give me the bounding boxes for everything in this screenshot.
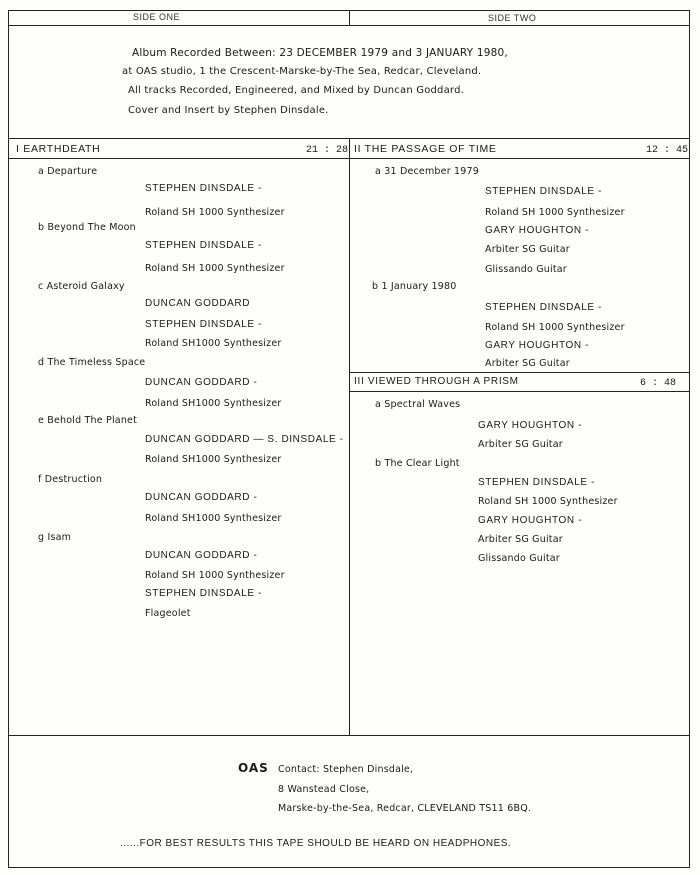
performer: GARY HOUGHTON - [485,225,590,236]
instrument: Flageolet [145,608,191,619]
track3-top-border [349,372,690,373]
part-label: a 31 December 1979 [375,166,480,177]
credits-line: Cover and Insert by Stephen Dinsdale. [128,105,329,116]
performer: STEPHEN DINSDALE - [485,302,602,313]
track-time: 21 : 28 [306,145,349,156]
instrument: Roland SH 1000 Synthesizer [485,207,625,218]
track-time: 12 : 45 [646,145,689,156]
instrument: Roland SH 1000 Synthesizer [145,570,285,581]
performer: GARY HOUGHTON - [485,340,590,351]
instrument: Roland SH 1000 Synthesizer [478,496,618,507]
performer: DUNCAN GODDARD - [145,377,258,388]
contact-line: 8 Wanstead Close, [278,784,370,795]
instrument: Arbiter SG Guitar [478,534,563,545]
part-label: a Spectral Waves [375,399,461,410]
headphones-note: ......FOR BEST RESULTS THIS TAPE SHOULD BE HEARD ON HEADPHONES. [120,838,512,849]
performer: DUNCAN GODDARD — S. DINSDALE - [145,434,344,445]
part-label: b Beyond The Moon [38,222,136,233]
instrument: Roland SH1000 Synthesizer [145,513,282,524]
part-label: g Isam [38,532,72,543]
track-title: III VIEWED THROUGH A PRISM [354,376,519,387]
instrument: Roland SH1000 Synthesizer [145,338,282,349]
instrument: Glissando Guitar [485,264,567,275]
part-label: b The Clear Light [375,458,460,469]
instrument: Roland SH1000 Synthesizer [145,454,282,465]
performer: STEPHEN DINSDALE - [145,319,262,330]
side-two-header: SIDE TWO [488,13,537,23]
track-title: I EARTHDEATH [16,143,101,155]
instrument: Arbiter SG Guitar [485,244,570,255]
part-label: c Asteroid Galaxy [38,281,125,292]
performer: STEPHEN DINSDALE - [145,588,262,599]
instrument: Arbiter SG Guitar [485,358,570,369]
credits-line: Album Recorded Between: 23 DECEMBER 1979 and 3 JANUARY 1980, [132,47,508,59]
performer: STEPHEN DINSDALE - [145,240,262,251]
instrument: Roland SH 1000 Synthesizer [145,207,285,218]
performer: GARY HOUGHTON - [478,515,583,526]
credits-line: All tracks Recorded, Engineered, and Mixed by Duncan Goddard. [128,85,464,96]
part-label: a Departure [38,166,98,177]
performer: GARY HOUGHTON - [478,420,583,431]
header-center-divider [349,10,350,26]
part-label: d The Timeless Space [38,357,146,368]
oas-logo: OAS [238,761,269,775]
side-one-header: SIDE ONE [133,12,181,22]
instrument: Roland SH 1000 Synthesizer [145,263,285,274]
sides-divider [349,138,350,735]
performer: DUNCAN GODDARD [145,298,251,309]
performer: DUNCAN GODDARD - [145,492,258,503]
contact-line: Marske-by-the-Sea, Redcar, CLEVELAND TS11 6BQ. [278,803,532,814]
instrument: Glissando Guitar [478,553,560,564]
instrument: Roland SH 1000 Synthesizer [485,322,625,333]
part-label: e Behold The Planet [38,415,138,426]
track3-header-divider [349,391,690,392]
footer-divider [8,735,690,736]
track-time: 6 : 48 [640,378,677,389]
performer: STEPHEN DINSDALE - [145,183,262,194]
performer: STEPHEN DINSDALE - [485,186,602,197]
instrument: Roland SH1000 Synthesizer [145,398,282,409]
credits-line: at OAS studio, 1 the Crescent-Marske-by-The Sea, Redcar, Cleveland. [122,66,482,77]
contact-line: Contact: Stephen Dinsdale, [278,764,414,775]
instrument: Arbiter SG Guitar [478,439,563,450]
track-title: II THE PASSAGE OF TIME [354,143,497,155]
performer: DUNCAN GODDARD - [145,550,258,561]
part-label: b 1 January 1980 [372,281,457,292]
part-label: f Destruction [38,474,103,485]
performer: STEPHEN DINSDALE - [478,477,595,488]
